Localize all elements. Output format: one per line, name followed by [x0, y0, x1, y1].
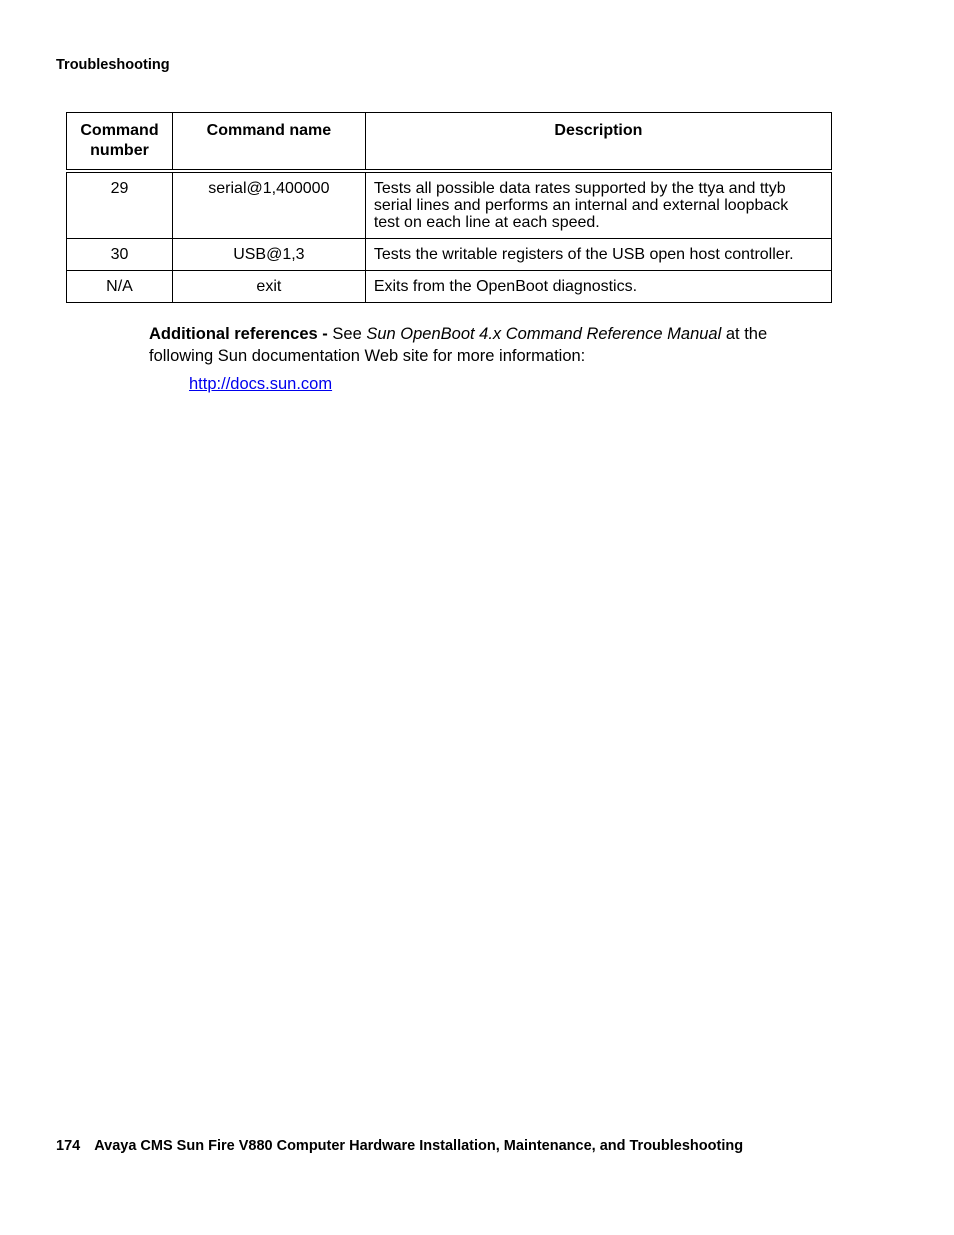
column-header-command-name: Command name [172, 113, 365, 172]
cell-command-name: USB@1,3 [172, 239, 365, 271]
manual-title: Sun OpenBoot 4.x Command Reference Manual [366, 325, 722, 343]
page-number: 174 [56, 1138, 81, 1154]
description-line: Exits from the OpenBoot diagnostics. [373, 278, 638, 295]
docs-link[interactable]: http://docs.sun.com [189, 375, 333, 393]
additional-references-paragraph [149, 324, 829, 367]
cell-command-number: 29 [67, 171, 173, 239]
table-row [67, 171, 832, 239]
references-lead: Additional references - [149, 325, 328, 343]
table-header-row [67, 113, 832, 172]
cell-command-name: exit [172, 271, 365, 303]
references-text: See [327, 325, 367, 343]
cell-command-number: N/A [67, 271, 173, 303]
page-footer [56, 1137, 743, 1155]
cell-command-name: serial@1,400000 [172, 171, 365, 239]
cell-description [365, 271, 831, 303]
command-table [66, 112, 832, 303]
column-header-line: number [90, 142, 149, 159]
cell-description [365, 171, 831, 239]
column-header-line: Command [80, 122, 159, 139]
cell-description [365, 239, 831, 271]
description-line: Tests the writable registers of the USB open host controller. [373, 246, 794, 263]
column-header-command-number [67, 113, 173, 172]
table-row [67, 239, 832, 271]
table-row [67, 271, 832, 303]
document-title: Avaya CMS Sun Fire V880 Computer Hardware Installation, Maintenance, and Troubleshooting [94, 1138, 744, 1154]
description-line: Tests all possible data rates supported by the ttya and ttyb [373, 180, 786, 197]
column-header-description: Description [365, 113, 831, 172]
running-header: Troubleshooting [56, 57, 170, 73]
references-text: at the following Sun documentation Web site for more information: [149, 325, 768, 365]
description-line: test on each line at each speed. [373, 214, 600, 231]
cell-command-number: 30 [67, 239, 173, 271]
description-line: serial lines and performs an internal and external loopback [373, 197, 789, 214]
